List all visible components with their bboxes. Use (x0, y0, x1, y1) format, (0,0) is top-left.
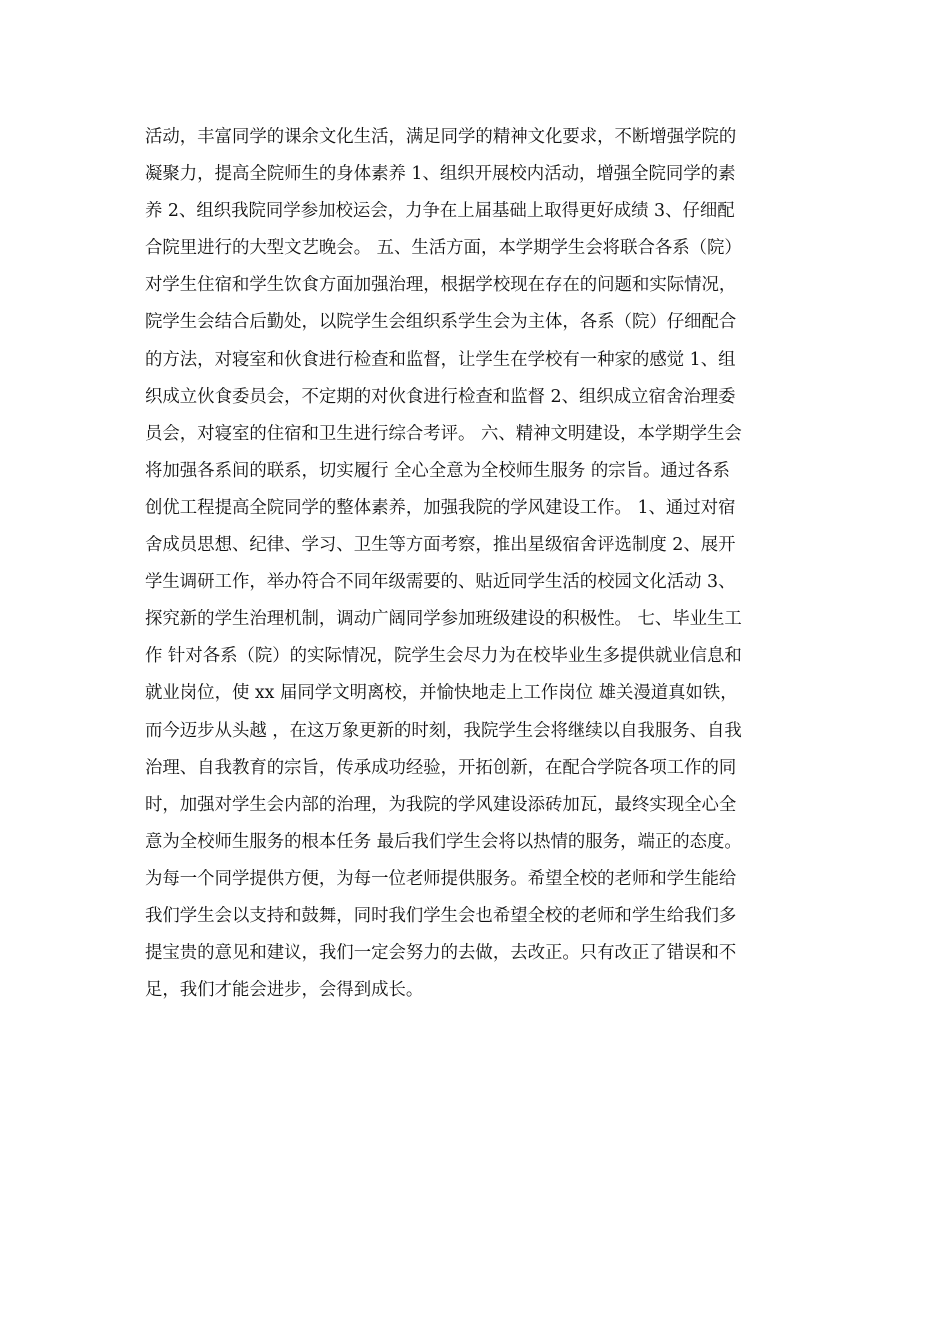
text-line: 凝聚力，提高全院师生的身体素养 1、组织开展校内活动，增强全院同学的素 (145, 164, 736, 185)
text-line: 活动，丰富同学的课余文化生活，满足同学的精神文化要求，不断增强学院的 (145, 127, 737, 147)
text-line: 将加强各系间的联系，切实履行 全心全意为全校师生服务 的宗旨。通过各系 (145, 460, 730, 481)
text-line: 院学生会结合后勤处，以院学生会组织系学生会为主体，各系（院）仔细配合 (145, 312, 737, 333)
text-line: 意为全校师生服务的根本任务 最后我们学生会将以热情的服务，端正的态度。 (145, 831, 742, 852)
text-line: 时，加强对学生会内部的治理，为我院的学风建设添砖加瓦，最终实现全心全 (145, 794, 737, 815)
text-line: 织成立伙食委员会，不定期的对伙食进行检查和监督 2、组织成立宿舍治理委 (145, 386, 736, 407)
text-line: 合院里进行的大型文艺晚会。 五、生活方面，本学期学生会将联合各系（院） (145, 238, 742, 259)
text-line: 为每一个同学提供方便，为每一位老师提供服务。希望全校的老师和学生能给 (145, 868, 737, 889)
body-text (145, 119, 815, 1009)
text-line: 提宝贵的意见和建议，我们一定会努力的去做，去改正。只有改正了错误和不 (145, 943, 737, 964)
text-line: 而今迈步从头越 ，在这万象更新的时刻，我院学生会将继续以自我服务、自我 (145, 720, 742, 741)
text-line: 养 2、组织我院同学参加校运会，力争在上届基础上取得更好成绩 3、仔细配 (145, 201, 735, 222)
text-line: 我们学生会以支持和鼓舞，同时我们学生会也希望全校的老师和学生给我们多 (145, 905, 737, 926)
text-line: 探究新的学生治理机制，调动广阔同学参加班级建设的积极性。 七、毕业生工 (145, 609, 742, 630)
text-line: 就业岗位，使 xx 届同学文明离校，并愉快地走上工作岗位 雄关漫道真如铁， (145, 683, 738, 704)
text-line: 足，我们才能会进步，会得到成长。 (145, 980, 424, 1001)
text-line: 对学生住宿和学生饮食方面加强治理，根据学校现在存在的问题和实际情况， (145, 275, 737, 296)
text-line: 的方法，对寝室和伙食进行检查和监督，让学生在学校有一种家的感觉 1、组 (145, 349, 736, 370)
text-line: 治理、自我教育的宗旨，传承成功经验，开拓创新，在配合学院各项工作的同 (145, 757, 737, 778)
text-line: 员会，对寝室的住宿和卫生进行综合考评。 六、精神文明建设，本学期学生会 (145, 423, 742, 444)
text-line: 学生调研工作，举办符合不同年级需要的、贴近同学生活的校园文化活动 3、 (145, 572, 736, 593)
text-line: 作 针对各系（院）的实际情况，院学生会尽力为在校毕业生多提供就业信息和 (145, 646, 742, 667)
text-line: 舍成员思想、纪律、学习、卫生等方面考察，推出星级宿舍评选制度 2、展开 (145, 535, 736, 556)
text-line: 创优工程提高全院同学的整体素养，加强我院的学风建设工作。 1、通过对宿 (145, 497, 736, 518)
